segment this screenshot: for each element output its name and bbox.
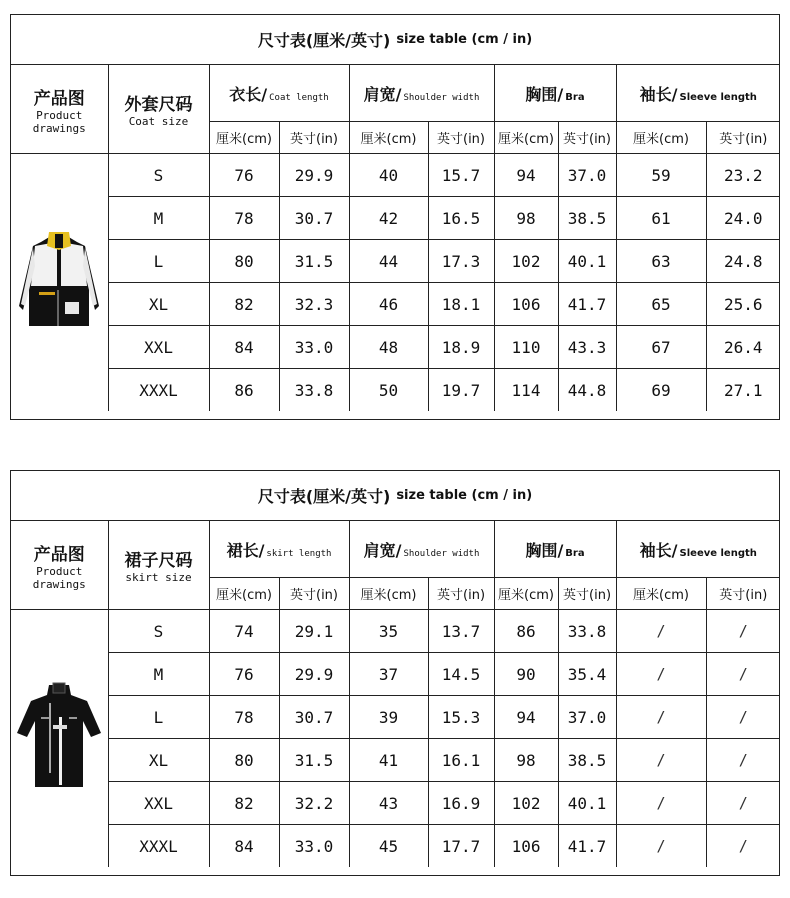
group-zh: 肩宽/ <box>363 540 402 560</box>
size-label-en: skirt size <box>125 571 192 584</box>
value-cell: 48 <box>349 326 428 369</box>
size-grid <box>11 521 780 867</box>
product-header <box>11 521 108 610</box>
value-cell: 41.7 <box>558 283 616 326</box>
value-cell: / <box>706 782 780 825</box>
value-cell: 65 <box>616 283 706 326</box>
size-cell: M <box>108 653 209 696</box>
group-zh: 胸围/ <box>525 84 564 104</box>
value-cell: 80 <box>209 240 279 283</box>
value-cell: 82 <box>209 782 279 825</box>
value-cell: 17.3 <box>428 240 494 283</box>
table-row <box>11 610 780 653</box>
size-label-en: Coat size <box>128 115 189 128</box>
dress-image <box>13 677 105 797</box>
table-row <box>11 197 780 240</box>
size-header <box>108 65 209 154</box>
value-cell: 33.0 <box>279 825 349 868</box>
value-cell: 15.3 <box>428 696 494 739</box>
value-cell: 39 <box>349 696 428 739</box>
value-cell: 26.4 <box>706 326 780 369</box>
unit-cm: 厘米(cm) <box>209 122 279 154</box>
group-zh: 衣长/ <box>229 84 268 104</box>
product-label-zh: 产品图 <box>33 544 85 565</box>
table-row <box>11 825 780 868</box>
value-cell: / <box>706 825 780 868</box>
value-cell: 37.0 <box>558 154 616 197</box>
unit-cm: 厘米(cm) <box>616 122 706 154</box>
table-row <box>11 739 780 782</box>
value-cell: / <box>616 825 706 868</box>
value-cell: / <box>706 739 780 782</box>
value-cell: 80 <box>209 739 279 782</box>
value-cell: 38.5 <box>558 739 616 782</box>
unit-cm: 厘米(cm) <box>349 122 428 154</box>
table-row <box>11 782 780 825</box>
value-cell: 76 <box>209 154 279 197</box>
group-en: skirt length <box>266 548 332 559</box>
value-cell: 30.7 <box>279 197 349 240</box>
group-zh: 袖长/ <box>639 84 678 104</box>
unit-in: 英寸(in) <box>706 122 780 154</box>
group-en: Sleeve length <box>679 547 757 559</box>
value-cell: 33.8 <box>279 369 349 412</box>
group-header-bust <box>494 65 616 122</box>
value-cell: 44.8 <box>558 369 616 412</box>
unit-in: 英寸(in) <box>706 578 780 610</box>
value-cell: 37.0 <box>558 696 616 739</box>
value-cell: 114 <box>494 369 558 412</box>
value-cell: 106 <box>494 825 558 868</box>
unit-cm: 厘米(cm) <box>494 122 558 154</box>
group-en: Shoulder width <box>403 548 480 559</box>
size-cell: L <box>108 696 209 739</box>
value-cell: 44 <box>349 240 428 283</box>
table-title <box>11 471 779 521</box>
table-row <box>11 154 780 197</box>
value-cell: 31.5 <box>279 240 349 283</box>
value-cell: 102 <box>494 782 558 825</box>
group-header-length <box>209 521 349 578</box>
value-cell: / <box>616 739 706 782</box>
value-cell: / <box>706 610 780 653</box>
table-row <box>11 326 780 369</box>
size-cell: XL <box>108 283 209 326</box>
size-cell: XXL <box>108 782 209 825</box>
product-image-cell <box>11 154 108 412</box>
group-header-sleeve <box>616 65 780 122</box>
value-cell: 59 <box>616 154 706 197</box>
product-image-cell <box>11 610 108 868</box>
unit-in: 英寸(in) <box>279 122 349 154</box>
value-cell: / <box>616 696 706 739</box>
value-cell: 74 <box>209 610 279 653</box>
unit-in: 英寸(in) <box>558 578 616 610</box>
product-header <box>11 65 108 154</box>
value-cell: 61 <box>616 197 706 240</box>
value-cell: 33.8 <box>558 610 616 653</box>
size-cell: XXL <box>108 326 209 369</box>
size-cell: S <box>108 154 209 197</box>
value-cell: 16.5 <box>428 197 494 240</box>
unit-in: 英寸(in) <box>428 122 494 154</box>
value-cell: 35.4 <box>558 653 616 696</box>
value-cell: 19.7 <box>428 369 494 412</box>
table-row <box>11 369 780 412</box>
table-row <box>11 240 780 283</box>
value-cell: / <box>616 782 706 825</box>
title-zh: 尺寸表(厘米/英寸) <box>257 487 391 506</box>
value-cell: 106 <box>494 283 558 326</box>
value-cell: 40.1 <box>558 240 616 283</box>
value-cell: 18.9 <box>428 326 494 369</box>
title-zh: 尺寸表(厘米/英寸) <box>257 31 391 50</box>
product-label-en: Product drawings <box>32 108 86 135</box>
value-cell: 13.7 <box>428 610 494 653</box>
table-row <box>11 696 780 739</box>
group-zh: 胸围/ <box>525 540 564 560</box>
value-cell: 30.7 <box>279 696 349 739</box>
unit-cm: 厘米(cm) <box>209 578 279 610</box>
value-cell: 25.6 <box>706 283 780 326</box>
value-cell: 90 <box>494 653 558 696</box>
product-label-zh: 产品图 <box>33 88 85 109</box>
value-cell: 78 <box>209 197 279 240</box>
size-cell: L <box>108 240 209 283</box>
unit-in: 英寸(in) <box>428 578 494 610</box>
value-cell: 23.2 <box>706 154 780 197</box>
group-zh: 肩宽/ <box>363 84 402 104</box>
size-cell: M <box>108 197 209 240</box>
group-zh: 裙长/ <box>226 540 265 560</box>
value-cell: 24.0 <box>706 197 780 240</box>
value-cell: 15.7 <box>428 154 494 197</box>
value-cell: 41.7 <box>558 825 616 868</box>
value-cell: 37 <box>349 653 428 696</box>
value-cell: 50 <box>349 369 428 412</box>
value-cell: 98 <box>494 739 558 782</box>
value-cell: / <box>616 610 706 653</box>
group-header-shoulder <box>349 65 494 122</box>
value-cell: / <box>706 653 780 696</box>
unit-cm: 厘米(cm) <box>494 578 558 610</box>
size-grid <box>11 65 780 411</box>
table-title <box>11 15 779 65</box>
size-cell: S <box>108 610 209 653</box>
group-en: Bra <box>565 547 585 559</box>
group-en: Shoulder width <box>403 92 480 103</box>
jacket-image <box>13 226 105 336</box>
value-cell: 40 <box>349 154 428 197</box>
table-row <box>11 653 780 696</box>
group-header-shoulder <box>349 521 494 578</box>
title-en: size table (cm / in) <box>396 488 533 503</box>
table-row <box>11 283 780 326</box>
value-cell: 35 <box>349 610 428 653</box>
value-cell: 29.9 <box>279 154 349 197</box>
size-cell: XL <box>108 739 209 782</box>
group-header-sleeve <box>616 521 780 578</box>
size-cell: XXXL <box>108 369 209 412</box>
unit-in: 英寸(in) <box>279 578 349 610</box>
value-cell: 27.1 <box>706 369 780 412</box>
value-cell: 42 <box>349 197 428 240</box>
value-cell: 46 <box>349 283 428 326</box>
value-cell: 24.8 <box>706 240 780 283</box>
value-cell: 63 <box>616 240 706 283</box>
unit-cm: 厘米(cm) <box>349 578 428 610</box>
value-cell: 76 <box>209 653 279 696</box>
product-label-en: Product drawings <box>32 564 86 591</box>
value-cell: 98 <box>494 197 558 240</box>
value-cell: / <box>706 696 780 739</box>
value-cell: 69 <box>616 369 706 412</box>
value-cell: 86 <box>209 369 279 412</box>
group-header-length <box>209 65 349 122</box>
title-en: size table (cm / in) <box>396 32 533 47</box>
group-en: Bra <box>565 91 585 103</box>
size-cell: XXXL <box>108 825 209 868</box>
group-header-bust <box>494 521 616 578</box>
value-cell: 94 <box>494 154 558 197</box>
value-cell: 102 <box>494 240 558 283</box>
value-cell: 43.3 <box>558 326 616 369</box>
value-cell: 38.5 <box>558 197 616 240</box>
value-cell: 16.1 <box>428 739 494 782</box>
value-cell: 86 <box>494 610 558 653</box>
value-cell: 18.1 <box>428 283 494 326</box>
value-cell: 110 <box>494 326 558 369</box>
size-header <box>108 521 209 610</box>
value-cell: 43 <box>349 782 428 825</box>
value-cell: 84 <box>209 326 279 369</box>
value-cell: 29.1 <box>279 610 349 653</box>
value-cell: 32.2 <box>279 782 349 825</box>
value-cell: 84 <box>209 825 279 868</box>
value-cell: 45 <box>349 825 428 868</box>
value-cell: 78 <box>209 696 279 739</box>
value-cell: 41 <box>349 739 428 782</box>
value-cell: 31.5 <box>279 739 349 782</box>
value-cell: / <box>616 653 706 696</box>
value-cell: 40.1 <box>558 782 616 825</box>
value-cell: 32.3 <box>279 283 349 326</box>
group-zh: 袖长/ <box>639 540 678 560</box>
value-cell: 29.9 <box>279 653 349 696</box>
unit-in: 英寸(in) <box>558 122 616 154</box>
value-cell: 14.5 <box>428 653 494 696</box>
group-en: Coat length <box>269 92 329 103</box>
value-cell: 16.9 <box>428 782 494 825</box>
group-en: Sleeve length <box>679 91 757 103</box>
coat-size-table <box>10 14 780 420</box>
size-label-zh: 裙子尺码 <box>124 551 193 571</box>
value-cell: 82 <box>209 283 279 326</box>
size-label-zh: 外套尺码 <box>124 95 193 115</box>
value-cell: 33.0 <box>279 326 349 369</box>
unit-cm: 厘米(cm) <box>616 578 706 610</box>
value-cell: 94 <box>494 696 558 739</box>
value-cell: 67 <box>616 326 706 369</box>
skirt-size-table <box>10 470 780 876</box>
value-cell: 17.7 <box>428 825 494 868</box>
